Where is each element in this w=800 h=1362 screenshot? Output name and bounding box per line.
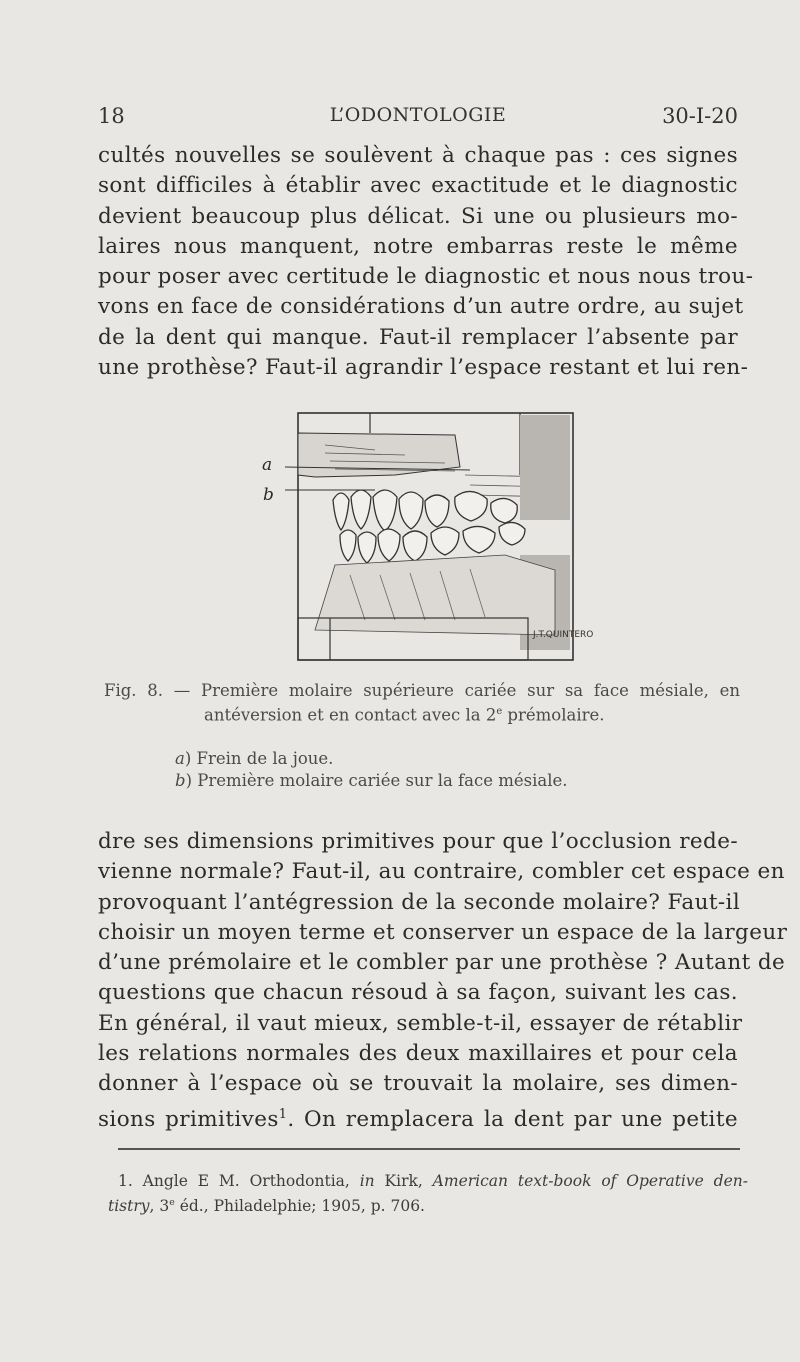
legend-item-b: [175, 770, 568, 792]
legend-text: ) Première molaire cariée sur la face mésiale.: [185, 771, 568, 790]
journal-title: L’ODONTOLOGIE: [329, 104, 507, 126]
footnote-rule: [118, 1148, 740, 1150]
text-line: donner à l’espace où se trouvait la molaire, ses dimen-: [98, 1071, 738, 1097]
text-line: [98, 1100, 738, 1135]
legend-key: a: [175, 749, 185, 768]
text-line: dre ses dimensions primitives pour que l’occlusion rede-: [98, 829, 738, 854]
caption-text-end: prémolaire.: [502, 705, 605, 725]
running-header: [98, 104, 738, 134]
caption-sup: e: [496, 706, 503, 717]
text-line: cultés nouvelles se soulèvent à chaque pas : ces signes: [98, 143, 738, 168]
text-line: En général, il vaut mieux, semble-t-il, essayer de rétablir: [98, 1010, 743, 1036]
text-line: de la dent qui manque. Faut-il remplacer l’absente par: [98, 324, 738, 350]
label-a: a: [262, 455, 273, 475]
footnote-number: 1.: [118, 1172, 133, 1190]
dental-illustration: [255, 405, 595, 670]
footnote-book: tistry: [108, 1197, 150, 1216]
footnote-in: in: [359, 1172, 375, 1190]
text-line: questions que chacun résoud à sa façon, suivant les cas.: [98, 980, 738, 1006]
text-fragment: sions primitives: [98, 1106, 279, 1132]
text-line: vons en face de considérations d’un autre ordre, au sujet: [98, 294, 744, 320]
footnote-sup: e: [169, 1197, 175, 1208]
teeth-drawing: [255, 405, 595, 670]
text-line: d’une prémolaire et le combler par une prothèse ? Autant de: [98, 950, 786, 976]
legend-text: ) Frein de la joue.: [184, 749, 334, 768]
figure-caption: [104, 680, 740, 726]
footnote-book: American text-book of Operative den-: [432, 1172, 748, 1190]
text-fragment: . On remplacera la dent par une petite: [287, 1106, 738, 1132]
artist-signature: J.T.QUINTERO: [533, 630, 594, 640]
text-line: devient beaucoup plus délicat. Si une ou plusieurs mo-: [98, 203, 738, 229]
footnote-text: , 3: [149, 1197, 170, 1216]
text-line: les relations normales des deux maxillaires et pour cela: [98, 1041, 738, 1067]
text-line: provoquant l’antégression de la seconde molaire? Faut-il: [98, 889, 741, 915]
text-line: une prothèse? Faut-il agrandir l’espace restant et lui ren-: [98, 355, 749, 381]
footnote-text: Kirk,: [374, 1172, 433, 1190]
issue-date: 30-I-20: [662, 104, 738, 128]
text-line: vienne normale? Faut-il, au contraire, combler cet espace en: [98, 859, 785, 885]
caption-line: [104, 701, 740, 726]
text-line: pour poser avec certitude le diagnostic et nous nous trou-: [98, 264, 754, 290]
paragraph-top: [98, 141, 754, 383]
footnote-text: Angle E M. Orthodontia,: [132, 1172, 360, 1190]
paragraph-bottom: [98, 827, 788, 1135]
label-b: b: [263, 485, 274, 505]
footnote-line: [108, 1192, 748, 1217]
footnote-ref: 1: [278, 1106, 288, 1122]
caption-text: antéversion et en contact avec la 2: [204, 705, 497, 725]
figure-legend: [175, 748, 568, 792]
page-number: 18: [98, 104, 125, 128]
legend-item-a: [175, 748, 568, 770]
caption-line: Fig. 8. — Première molaire supérieure cariée sur sa face mésiale, en: [104, 681, 740, 700]
footnote-line: [108, 1170, 748, 1192]
text-line: choisir un moyen terme et conserver un espace de la largeur: [98, 919, 788, 945]
text-line: sont difficiles à établir avec exactitude et le diagnostic: [98, 173, 738, 199]
legend-key: b: [175, 771, 186, 790]
footnote-text: éd., Philadelphie; 1905, p. 706.: [174, 1197, 425, 1216]
footnote: [108, 1170, 748, 1217]
text-line: laires nous manquent, notre embarras reste le même: [98, 233, 738, 259]
